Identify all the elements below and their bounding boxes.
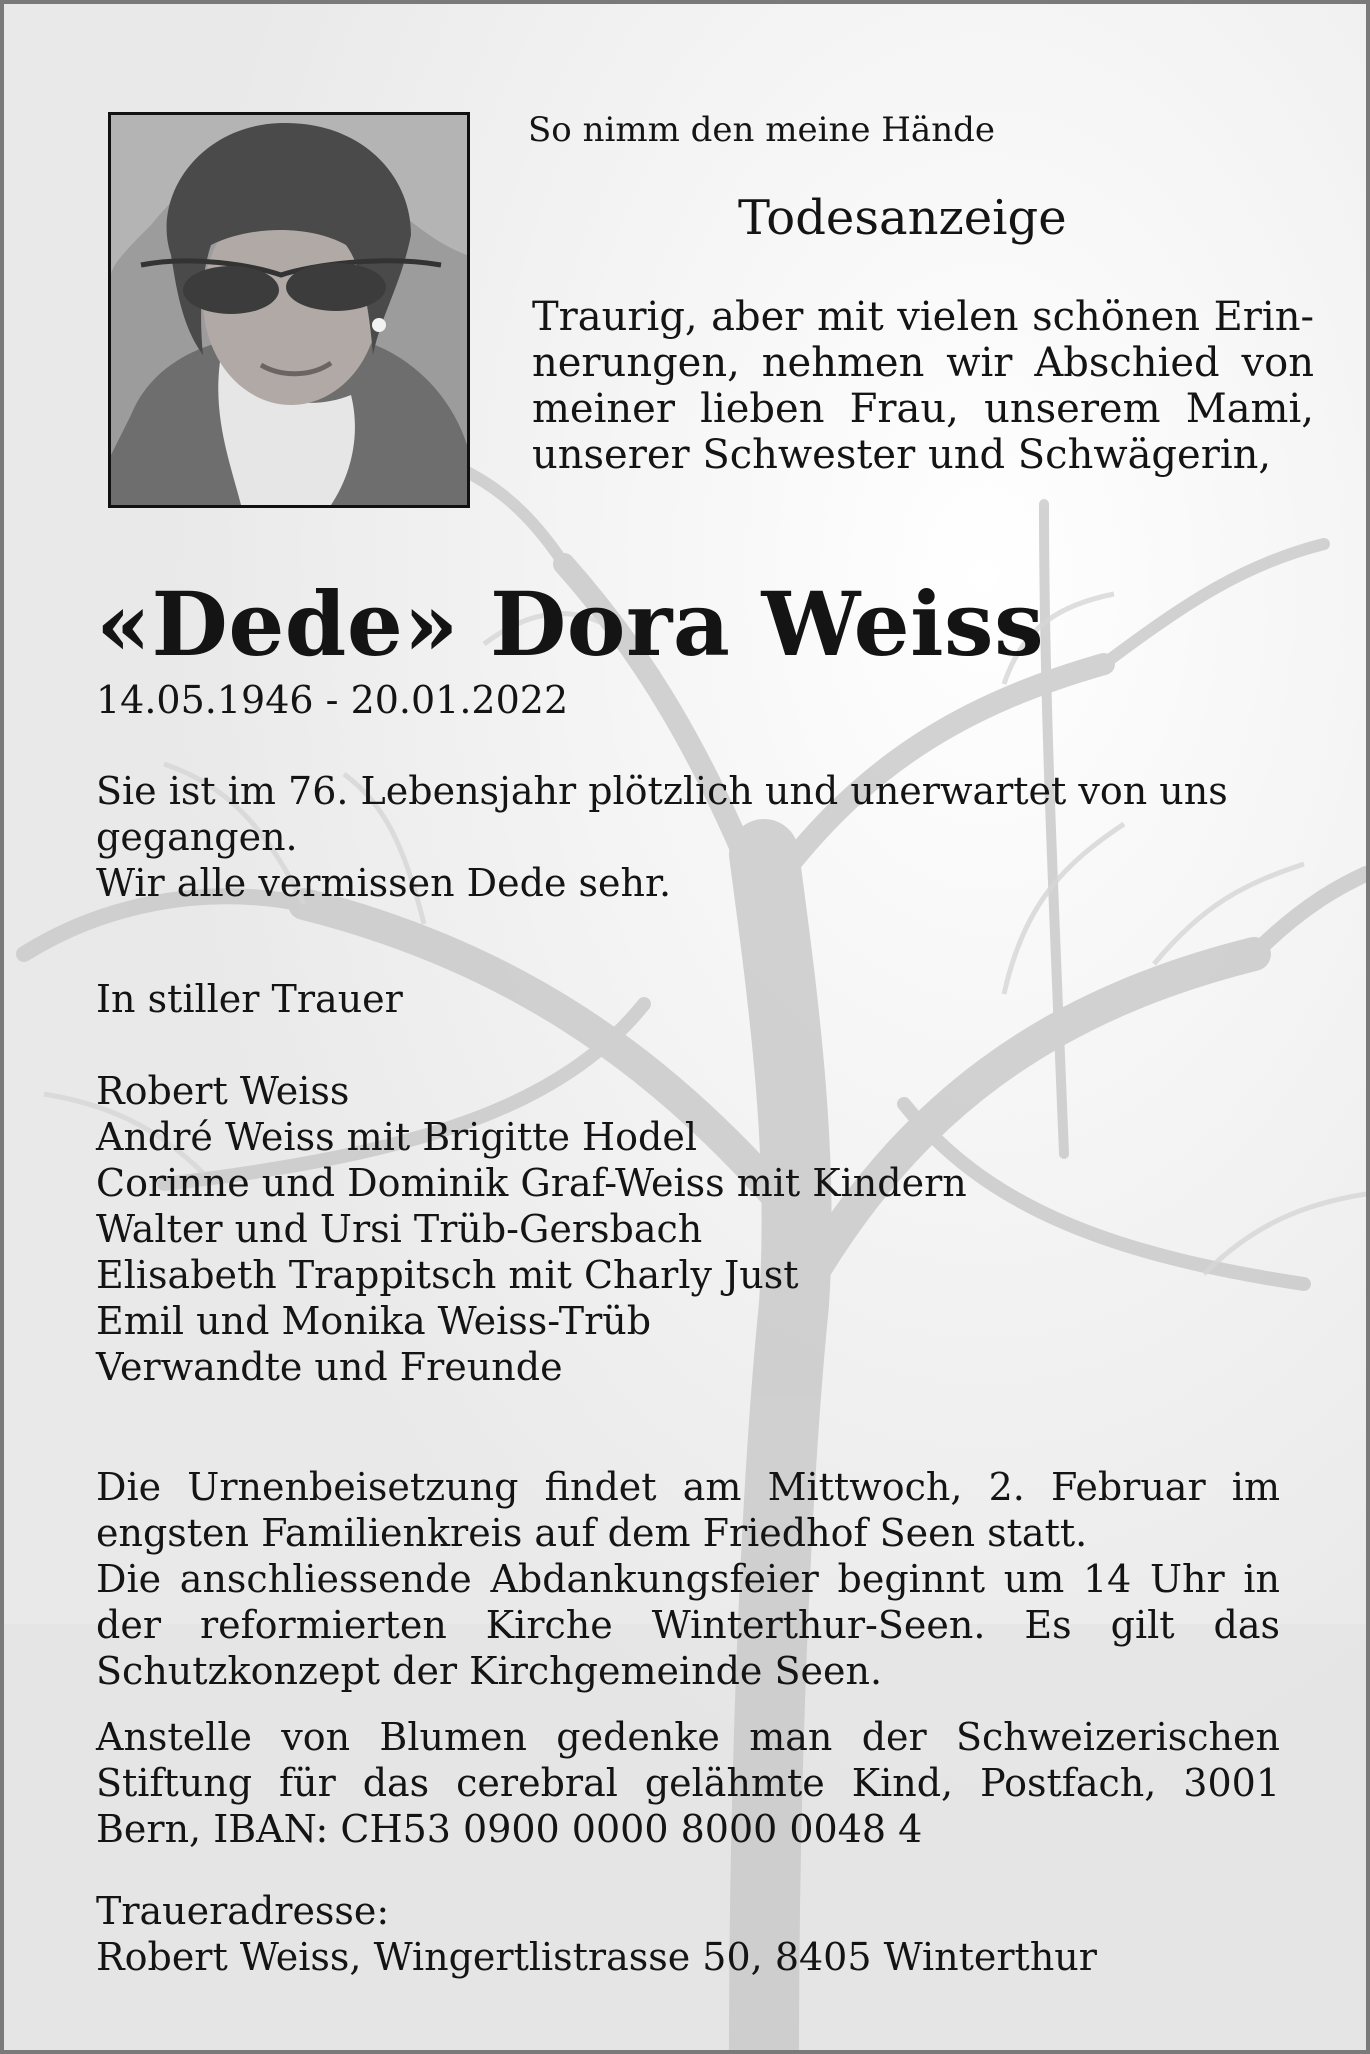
donation-info [96, 1714, 1280, 1852]
funeral-line: Schutzkonzept der Kirchgemeinde Seen. [96, 1649, 883, 1693]
funeral-line: engsten Familienkreis auf dem Friedhof Seen statt. [96, 1511, 1088, 1555]
mourner: Elisabeth Trappitsch mit Charly Just [96, 1253, 799, 1297]
intro-line: Traurig, aber mit vielen schönen Erin- [532, 294, 1314, 340]
life-dates: 14.05.1946 - 20.01.2022 [96, 678, 569, 722]
message-line: Sie ist im 76. Lebensjahr plötzlich und unerwartet von uns [96, 769, 1228, 813]
mourner: Verwandte und Freunde [96, 1345, 563, 1389]
message-line: gegangen. [96, 815, 298, 859]
intro-text [532, 294, 1314, 478]
mourner: Robert Weiss [96, 1069, 350, 1113]
message-text [96, 768, 1280, 906]
donation-line: Anstelle von Blumen gedenke man der Schweizerischen [96, 1715, 1280, 1759]
intro-line: meiner lieben Frau, unserem Mami, [532, 386, 1314, 432]
page-title: Todesanzeige [738, 190, 1067, 246]
motto: So nimm den meine Hände [528, 110, 995, 150]
mourner: Corinne und Dominik Graf-Weiss mit Kindern [96, 1161, 967, 1205]
address-block [96, 1888, 1280, 1980]
portrait-photo [108, 112, 470, 508]
funeral-line: Die anschliessende Abdankungsfeier beginnt um 14 Uhr in [96, 1557, 1280, 1601]
obituary-page [4, 4, 1366, 2050]
address: Robert Weiss, Wingertlistrasse 50, 8405 Winterthur [96, 1935, 1097, 1979]
funeral-line: Die Urnenbeisetzung findet am Mittwoch, 2. Februar im [96, 1465, 1280, 1509]
mourning-label: In stiller Trauer [96, 977, 403, 1021]
portrait-icon [111, 115, 467, 505]
mourner: André Weiss mit Brigitte Hodel [96, 1115, 698, 1159]
mourner: Walter und Ursi Trüb-Gersbach [96, 1207, 703, 1251]
funeral-line: der reformierten Kirche Winterthur-Seen. Es gilt das [96, 1603, 1280, 1647]
donation-line: Bern, IBAN: CH53 0900 0000 8000 0048 4 [96, 1807, 923, 1851]
funeral-info [96, 1464, 1280, 1694]
intro-line: nerungen, nehmen wir Abschied von [532, 340, 1314, 386]
donation-line: Stiftung für das cerebral gelähmte Kind, Postfach, 3001 [96, 1761, 1280, 1805]
mourner: Emil und Monika Weiss-Trüb [96, 1299, 652, 1343]
intro-line: unserer Schwester und Schwägerin, [532, 432, 1272, 478]
mourners-list [96, 1068, 967, 1390]
message-line: Wir alle vermissen Dede sehr. [96, 861, 672, 905]
deceased-name: «Dede» Dora Weiss [96, 572, 1045, 676]
address-label: Traueradresse: [96, 1889, 390, 1933]
